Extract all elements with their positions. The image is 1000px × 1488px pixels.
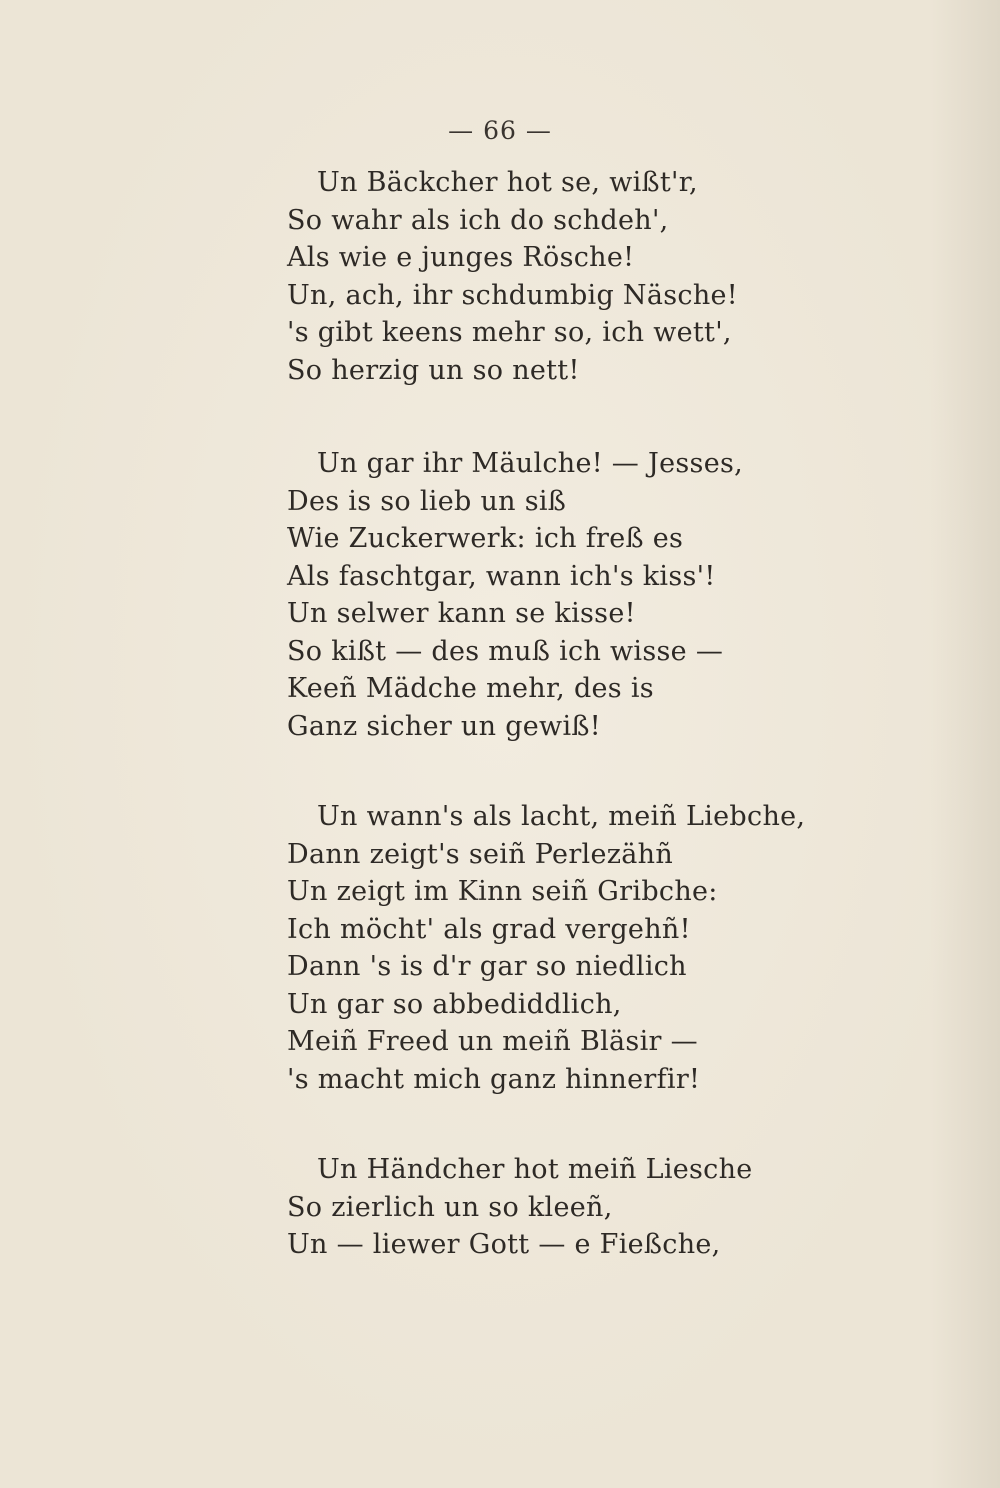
verse-line: Als wie e junges Rösche!: [287, 242, 635, 273]
verse-line: So zierlich un so kleeñ,: [287, 1191, 613, 1223]
verse-line: Dann zeigt's seiñ Perlezähñ: [287, 838, 674, 870]
verse-line: Dann 's is d'r gar so niedlich: [287, 951, 687, 982]
verse-line: Un, ach, ihr schdumbig Näsche!: [287, 279, 738, 311]
verse-line: Meiñ Freed un meiñ Bläsir —: [287, 1026, 698, 1057]
verse-line: So wahr als ich do schdeh',: [287, 204, 669, 236]
page-number: — 66 —: [448, 116, 552, 145]
stanza: [287, 164, 807, 389]
stanza: [287, 798, 807, 1098]
stanza: [287, 445, 807, 745]
verse-line: Als faschtgar, wann ich's kiss'!: [287, 560, 716, 592]
verse-line: Un zeigt im Kinn seiñ Gribche:: [287, 876, 718, 907]
verse-line: Un selwer kann se kisse!: [287, 598, 636, 629]
verse-line: Des is so lieb un siß: [287, 485, 567, 517]
verse-line: Un — liewer Gott — e Fießche,: [287, 1229, 721, 1260]
verse-line: Ganz sicher un gewiß!: [287, 710, 601, 742]
verse-line: Un wann's als lacht, meiñ Liebche,: [317, 801, 806, 832]
verse-line: Un gar ihr Mäulche! — Jesses,: [317, 448, 744, 479]
stanza: [287, 1151, 807, 1264]
verse-line: 's gibt keens mehr so, ich wett',: [287, 317, 732, 348]
verse-line: So herzig un so nett!: [287, 354, 580, 386]
verse-line: Un gar so abbediddlich,: [287, 988, 622, 1020]
verse-line: Keeñ Mädche mehr, des is: [287, 673, 654, 704]
verse-line: Ich möcht' als grad vergehñ!: [287, 913, 691, 945]
verse-line: Wie Zuckerwerk: ich freß es: [287, 523, 684, 554]
verse-line: 's macht mich ganz hinnerfir!: [287, 1063, 701, 1095]
verse-line: Un Händcher hot meiñ Liesche: [317, 1154, 753, 1185]
verse-line: Un Bäckcher hot se, wißt'r,: [317, 167, 698, 198]
verse-line: So kißt — des muß ich wisse —: [287, 635, 724, 667]
